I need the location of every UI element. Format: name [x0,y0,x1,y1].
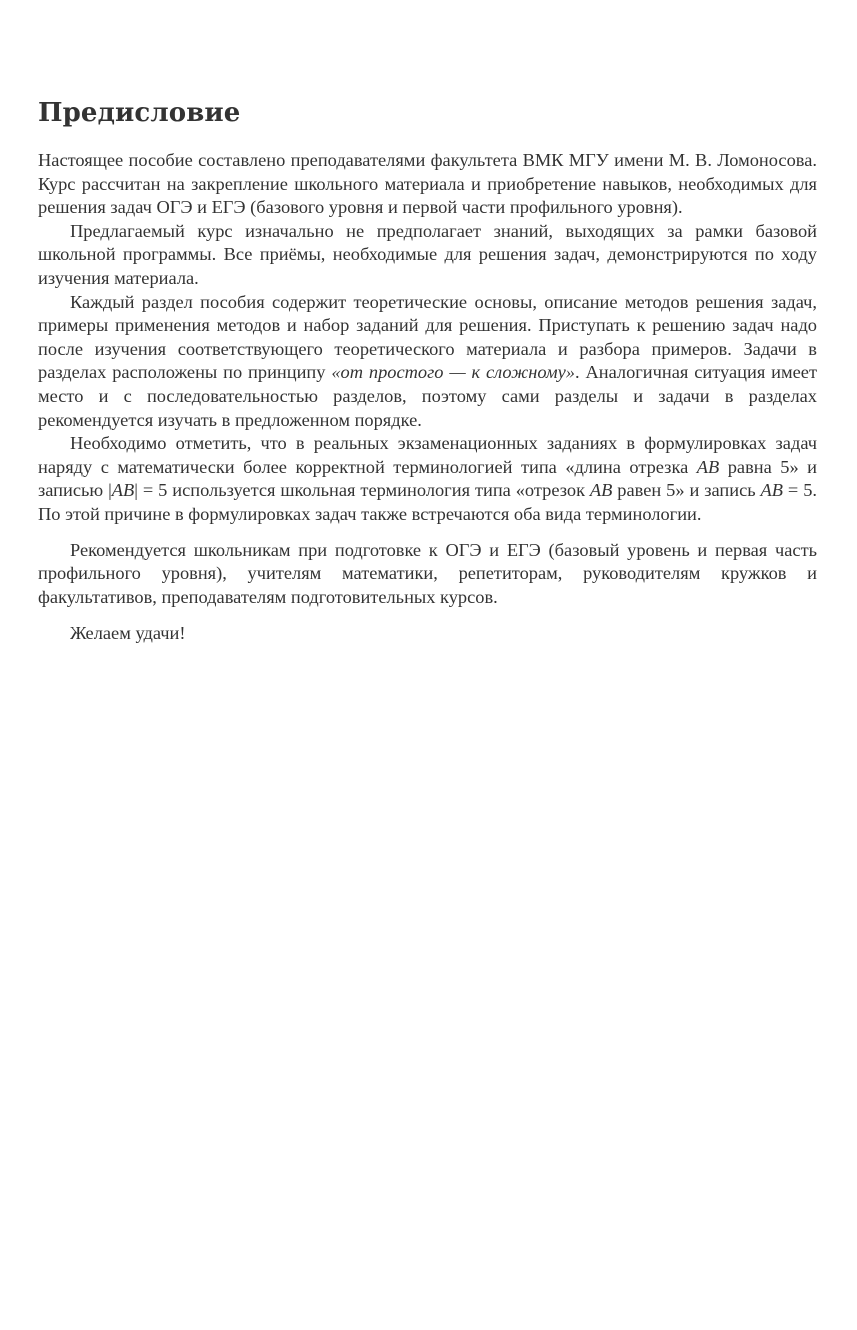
terminology-text-3: используется школьная терминология типа «отрезок [167,480,590,501]
paragraph-audience: Рекомендуется школьникам при подготовке к ОГЭ и ЕГЭ (базовый уровень и первая часть профильного уровня), учителям математики, репетиторам, руководителям кружков и факультативов, преподавателям подготовительных курсов. [38,539,817,607]
paragraph-intro: Настоящее пособие составлено преподавателями факультета ВМК МГУ имени М. В. Ломоносова. Курс рассчитан на закрепление школьного материала и приобретение навыков, необходимых для решения задач ОГЭ и ЕГЭ (базового уровня и первой части профильного уровня). [38,150,817,218]
page-title: Предисловие [38,98,241,128]
principle-quote: «от простого — к сложному» [331,362,575,383]
paragraph-terminology [38,432,817,526]
math-ab-1: AB [696,456,720,477]
paragraph-structure [38,291,817,433]
paragraph-wishes: Желаем удачи! [70,623,186,644]
terminology-text-2: равна 5» и записью [38,456,817,501]
preface-body [38,149,817,646]
math-ab-4: AB [760,480,783,501]
structure-text-after: . Аналогичная ситуация имеет место и с последовательностью разделов, поэтому сами разделы и задачи в разделах рекомендуется изучать в предложенном порядке. [38,362,817,430]
math-abs-close-eq: | = 5 [134,480,168,501]
paragraph-course-scope: Предлагаемый курс изначально не предполагает знаний, выходящих за рамки базовой школьной программы. Все приёмы, необходимые для решения задач, демонстрируются по ходу изучения материала. [38,220,817,288]
math-abs-open: | [108,480,112,501]
structure-text-before: Каждый раздел пособия содержит теоретические основы, описание методов решения задач, примеры применения методов и набор заданий для решения. Приступать к решению задач надо после изучения соответствующего теоретического материала и разбора примеров. Задачи в разделах расположены по принципу [38,291,817,383]
terminology-text-5: . По этой причине в формулировках задач также встречаются оба вида терминологии. [38,480,817,524]
terminology-text-1: Необходимо отметить, что в реальных экзаменационных заданиях в формулировках задач наряду с математически более корректной терминологией типа «длина отрезка [38,433,817,477]
math-ab-2: AB [111,480,135,501]
math-eq-5: = 5 [783,480,813,501]
terminology-text-4: равен 5» и запись [612,480,761,501]
math-ab-3: AB [589,480,613,501]
